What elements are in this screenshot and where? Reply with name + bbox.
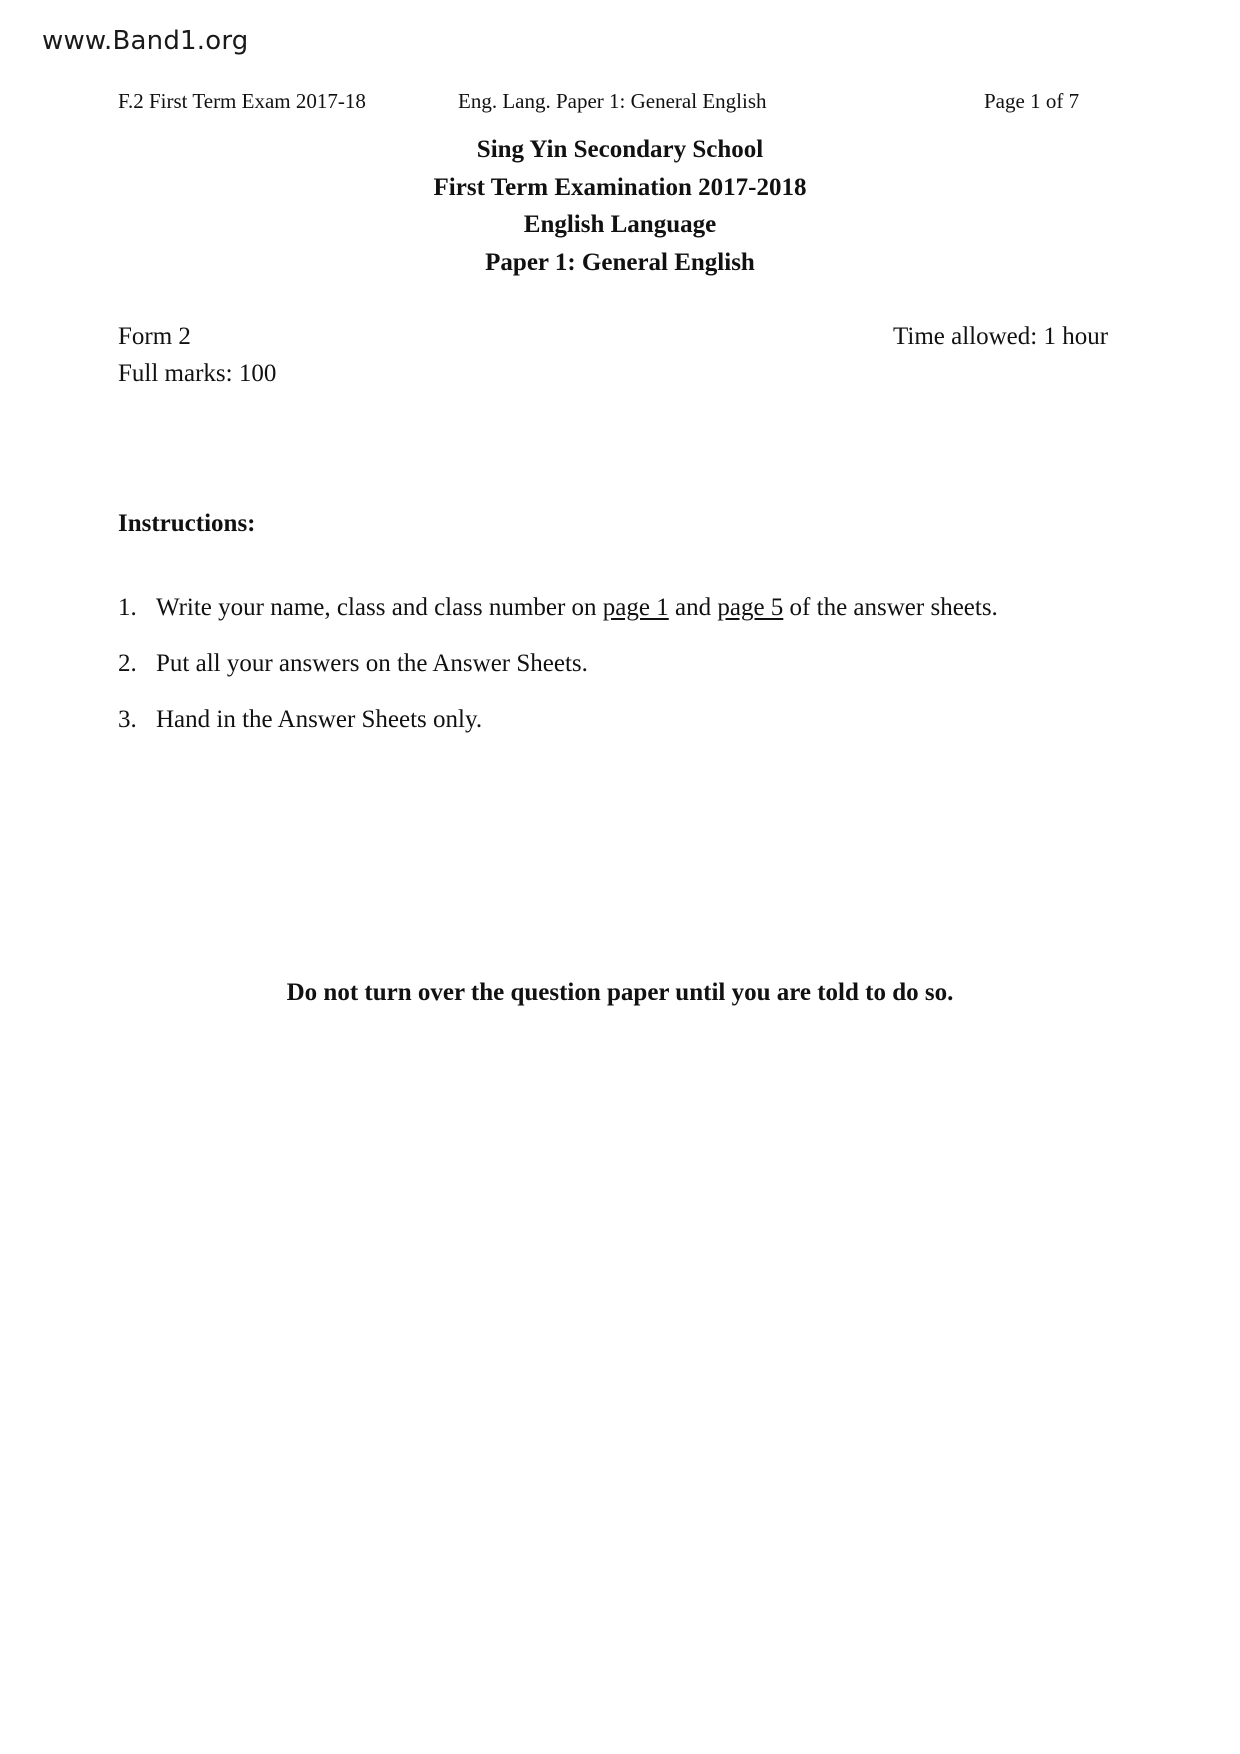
instruction-item	[118, 649, 1158, 705]
instruction-number: 3.	[118, 706, 137, 733]
time-allowed: Time allowed: 1 hour	[893, 323, 1109, 350]
instruction-number: 1.	[118, 594, 137, 621]
running-header-left: F.2 First Term Exam 2017-18	[118, 89, 366, 113]
full-marks: Full marks: 100	[118, 360, 277, 387]
page-5-reference: page 5	[717, 594, 784, 621]
page-number: Page 1 of 7	[984, 89, 1080, 113]
school-name: Sing Yin Secondary School	[476, 136, 764, 163]
paper-name: Paper 1: General English	[485, 248, 755, 276]
instruction-text-part: and	[668, 594, 718, 621]
instruction-item	[118, 593, 1158, 649]
exam-name: First Term Examination 2017-2018	[433, 173, 807, 201]
instruction-number: 2.	[118, 650, 137, 677]
instruction-text-part: Write your name, class and class number on	[156, 594, 603, 621]
form-level: Form 2	[118, 323, 191, 350]
instructions-list	[118, 593, 1158, 761]
instruction-text: Put all your answers on the Answer Sheets.	[156, 650, 588, 677]
instruction-item	[118, 705, 1158, 761]
instructions-heading: Instructions:	[118, 510, 256, 537]
page-1-reference: page 1	[602, 594, 669, 621]
subject-name: English Language	[523, 211, 717, 238]
title-block	[0, 131, 1240, 281]
instruction-text-part: of the answer sheets.	[783, 594, 998, 621]
site-watermark: www.Band1.org	[42, 26, 249, 56]
running-header-center: Eng. Lang. Paper 1: General English	[458, 89, 767, 113]
instruction-text	[156, 593, 998, 623]
instruction-text: Hand in the Answer Sheets only.	[156, 706, 483, 733]
do-not-turn-over-notice: Do not turn over the question paper until you are told to do so.	[286, 979, 954, 1006]
